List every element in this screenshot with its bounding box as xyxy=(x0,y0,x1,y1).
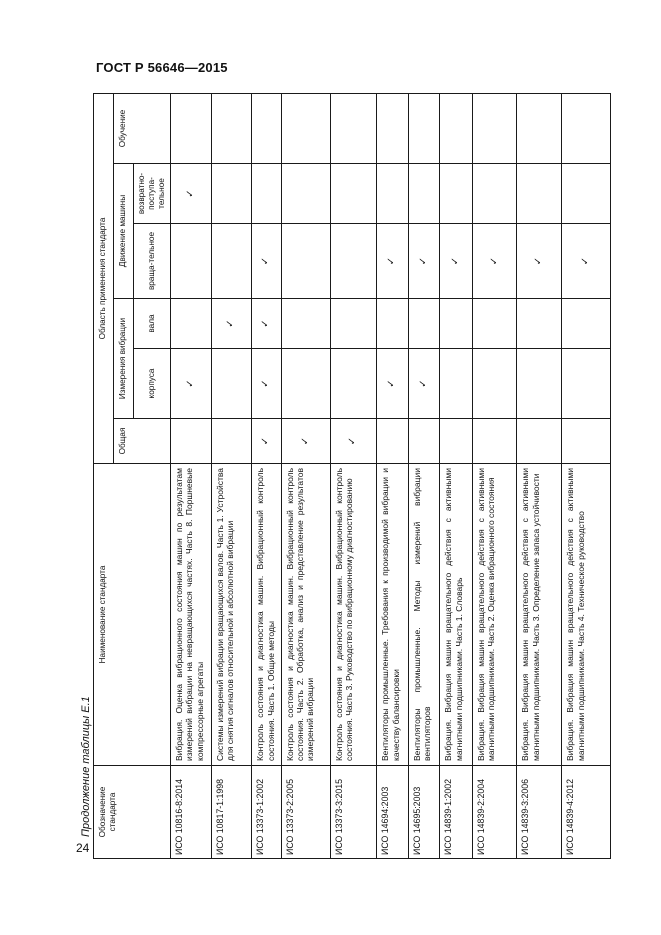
check-cell xyxy=(472,93,517,163)
check-cell xyxy=(171,224,212,299)
check-cell xyxy=(517,299,562,349)
standard-name: Вентиляторы промышленные. Методы измерений вибрации вентиляторов xyxy=(408,464,440,766)
check-cell xyxy=(408,299,440,349)
check-mark-icon: ✓ xyxy=(386,379,398,388)
check-cell xyxy=(472,349,517,419)
check-cell xyxy=(377,93,409,163)
check-cell xyxy=(281,164,330,224)
check-cell xyxy=(252,224,281,299)
header-machine-motion: Движение машины xyxy=(114,164,134,299)
check-mark-icon: ✓ xyxy=(488,256,500,266)
check-cell xyxy=(281,224,330,299)
table-row xyxy=(562,93,611,858)
check-mark-icon: ✓ xyxy=(417,379,429,388)
check-cell xyxy=(377,164,409,224)
check-cell xyxy=(281,93,330,163)
standard-name: Вибрация. Вибрация машин вращательного действия с активными магнитными подшипниками. Часть 4. Техническое руководство xyxy=(562,464,611,766)
table-row xyxy=(330,93,377,858)
standard-name: Системы измерений вибрации вращающихся валов. Часть 1. Устройства для снятия сигналов относительной и абсолютной вибрации xyxy=(211,464,252,766)
check-cell xyxy=(330,349,377,419)
check-cell xyxy=(562,164,611,224)
check-cell xyxy=(440,419,473,464)
check-mark-icon: ✓ xyxy=(417,256,429,266)
header-designation: Обозначение стандарта xyxy=(94,766,171,859)
check-cell xyxy=(517,419,562,464)
check-cell xyxy=(330,419,377,464)
check-cell xyxy=(281,349,330,419)
check-cell xyxy=(440,349,473,419)
check-mark-icon: ✓ xyxy=(579,256,591,266)
table-row xyxy=(252,93,281,858)
document-code: ГОСТ Р 56646—2015 xyxy=(96,60,228,75)
table-continuation-label: Продолжение таблицы Е.1 xyxy=(80,696,92,837)
check-cell xyxy=(252,419,281,464)
table-row xyxy=(440,93,473,858)
check-cell xyxy=(252,299,281,349)
check-cell xyxy=(377,419,409,464)
header-rotational: враща-тельное xyxy=(134,224,171,299)
standard-name: Вибрация. Оценка вибрационного состояния машин по результатам измерений вибрации на невращающихся частях. Часть 8. Поршневые компрессорные агрегаты xyxy=(171,464,212,766)
check-cell xyxy=(440,224,473,299)
check-cell xyxy=(408,224,440,299)
check-mark-icon: ✓ xyxy=(260,319,272,328)
standard-code: ИСО 10817-1:1998 xyxy=(211,766,252,859)
table-row xyxy=(472,93,517,858)
table-row xyxy=(211,93,252,858)
check-cell xyxy=(440,299,473,349)
standard-code: ИСО 14694:2003 xyxy=(377,766,409,859)
check-cell xyxy=(408,93,440,163)
check-cell xyxy=(517,93,562,163)
check-mark-icon: ✓ xyxy=(449,256,461,266)
table-body xyxy=(171,93,611,858)
check-cell xyxy=(472,164,517,224)
check-cell xyxy=(562,349,611,419)
check-cell xyxy=(281,419,330,464)
standards-table xyxy=(93,93,611,859)
header-shaft: вала xyxy=(134,299,171,349)
header-housing: корпуса xyxy=(134,349,171,419)
check-cell xyxy=(211,299,252,349)
check-cell xyxy=(517,349,562,419)
standard-code: ИСО 14839-3:2006 xyxy=(517,766,562,859)
table-row xyxy=(377,93,409,858)
table-row xyxy=(517,93,562,858)
header-vibration-measurement: Измерения вибрации xyxy=(114,299,134,419)
standard-name: Вибрация. Вибрация машин вращательного действия с активными магнитными подшипниками. Часть 1. Словарь xyxy=(440,464,473,766)
standard-code: ИСО 13373-1:2002 xyxy=(252,766,281,859)
check-cell xyxy=(211,164,252,224)
check-cell xyxy=(171,299,212,349)
check-cell xyxy=(281,299,330,349)
standard-code: ИСО 14839-1:2002 xyxy=(440,766,473,859)
check-cell xyxy=(171,419,212,464)
check-cell xyxy=(171,349,212,419)
header-reciprocating: возвратно-поступа-тельное xyxy=(134,164,171,224)
check-mark-icon: ✓ xyxy=(347,436,359,446)
table-row xyxy=(171,93,212,858)
check-cell xyxy=(562,93,611,163)
check-mark-icon: ✓ xyxy=(260,436,272,446)
check-cell xyxy=(171,164,212,224)
check-cell xyxy=(211,419,252,464)
check-mark-icon: ✓ xyxy=(184,189,196,198)
table-row xyxy=(408,93,440,858)
check-cell xyxy=(440,93,473,163)
check-mark-icon: ✓ xyxy=(533,256,545,266)
check-mark-icon: ✓ xyxy=(260,256,272,266)
standard-name: Контроль состояния и диагностика машин. Вибрационный контроль состояния. Часть 1. Общие методы xyxy=(252,464,281,766)
check-cell xyxy=(171,93,212,163)
standard-code: ИСО 13373-2:2005 xyxy=(281,766,330,859)
check-cell xyxy=(562,419,611,464)
standard-name: Контроль состояния и диагностика машин. Вибрационный контроль состояния. Часть 3. Руководство по вибрационному диагностированию xyxy=(330,464,377,766)
check-mark-icon: ✓ xyxy=(260,379,272,388)
table-head xyxy=(94,93,171,858)
check-cell xyxy=(440,164,473,224)
check-cell xyxy=(562,299,611,349)
check-cell xyxy=(252,93,281,163)
check-cell xyxy=(211,93,252,163)
check-cell xyxy=(252,164,281,224)
check-cell xyxy=(408,164,440,224)
check-cell xyxy=(472,224,517,299)
check-cell xyxy=(377,299,409,349)
check-cell xyxy=(517,164,562,224)
check-mark-icon: ✓ xyxy=(225,319,237,328)
table-row xyxy=(281,93,330,858)
page-number: 24 xyxy=(76,841,90,855)
check-cell xyxy=(408,419,440,464)
check-mark-icon: ✓ xyxy=(299,436,311,446)
standard-name: Вибрация. Вибрация машин вращательного действия с активными магнитными подшипниками. Часть 3. Определение запаса устойчивости xyxy=(517,464,562,766)
check-cell xyxy=(472,299,517,349)
header-training: Обучение xyxy=(114,93,171,163)
standard-name: Контроль состояния и диагностика машин. Вибрационный контроль состояния. Часть 2. Обработка, анализ и представление результатов измерений вибрации xyxy=(281,464,330,766)
check-mark-icon: ✓ xyxy=(386,256,398,266)
check-cell xyxy=(330,164,377,224)
standard-code: ИСО 14839-4:2012 xyxy=(562,766,611,859)
check-cell xyxy=(377,224,409,299)
check-cell xyxy=(562,224,611,299)
check-cell xyxy=(472,419,517,464)
header-name: Наименование стандарта xyxy=(94,464,171,766)
standard-name: Вибрация. Вибрация машин вращательного действия с активными магнитными подшипниками. Часть 2. Оценка вибрационного состояния xyxy=(472,464,517,766)
rotated-table-container xyxy=(93,94,611,859)
check-cell xyxy=(330,224,377,299)
check-cell xyxy=(211,224,252,299)
check-mark-icon: ✓ xyxy=(184,379,196,388)
check-cell xyxy=(330,299,377,349)
standard-code: ИСО 13373-3:2015 xyxy=(330,766,377,859)
standard-name: Вентиляторы промышленные. Требования к производимой вибрации и качеству балансировки xyxy=(377,464,409,766)
standard-code: ИСО 14695:2003 xyxy=(408,766,440,859)
check-cell xyxy=(377,349,409,419)
check-cell xyxy=(517,224,562,299)
header-general: Общая xyxy=(114,419,171,464)
header-scope: Область применения стандарта xyxy=(94,93,114,463)
check-cell xyxy=(408,349,440,419)
standard-code: ИСО 10816-8:2014 xyxy=(171,766,212,859)
standard-code: ИСО 14839-2:2004 xyxy=(472,766,517,859)
check-cell xyxy=(330,93,377,163)
check-cell xyxy=(252,349,281,419)
check-cell xyxy=(211,349,252,419)
